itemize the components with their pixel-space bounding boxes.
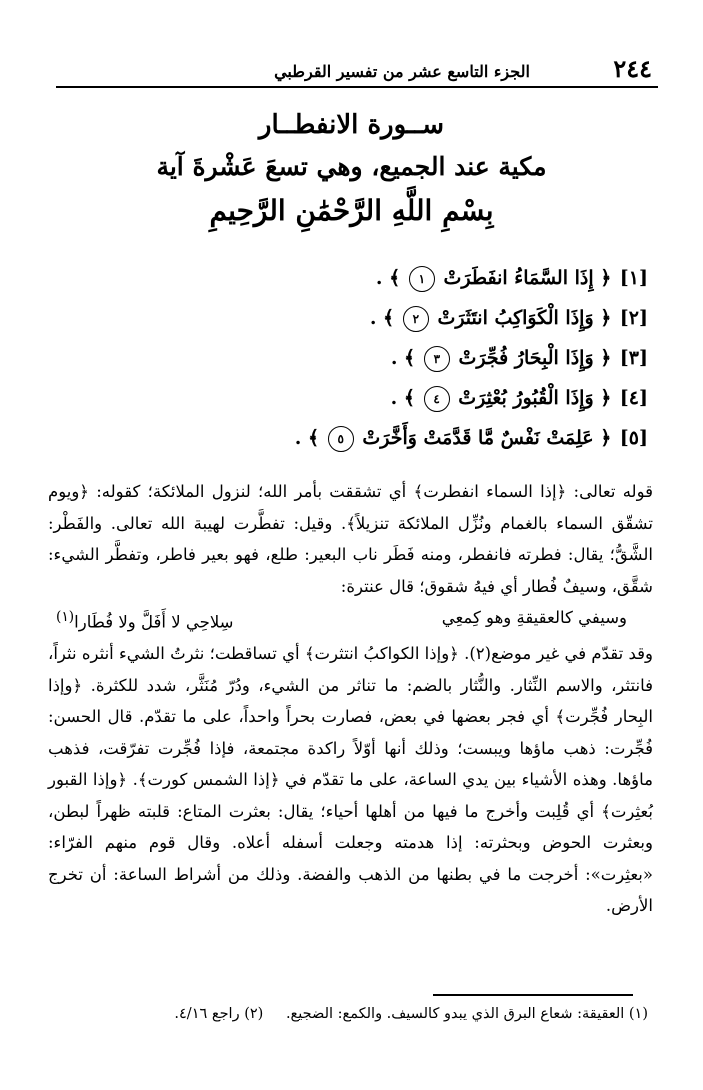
footnote-2: (٢) راجع ٤/١٦. bbox=[174, 1006, 264, 1022]
verse-list bbox=[88, 258, 648, 458]
verse-number: [٤] bbox=[619, 387, 648, 409]
verse-number: [٥] bbox=[619, 427, 648, 449]
verse-text: ﴿ وَإِذَا الْكَوَاكِبُ انتَثَرَتْ bbox=[437, 307, 612, 329]
surah-subtitle: مكية عند الجميع، وهي تسعَ عَشْرةَ آية bbox=[156, 152, 547, 181]
verse-tail: ﴾ . bbox=[375, 267, 401, 289]
verse-tail: ﴾ . bbox=[369, 307, 395, 329]
verse-text: ﴿ إِذَا السَّمَاءُ انفَطَرَتْ bbox=[443, 267, 612, 289]
poem-hemistich-left: سِلاحِي لا أَفَلَّ ولا فُطَارا$^{(١)}$ bbox=[56, 609, 234, 632]
footnote-ref: (١) bbox=[56, 609, 75, 625]
commentary-paragraph-1: قوله تعالى: ﴿إذا السماء انفطرت﴾ أي تشققت بأمر الله؛ لنزول الملائكة؛ كقوله: ﴿ويوم تشقّق السماء بالغمام ونُزِّل الملائكة تنزيلاً﴾. وقيل: تفطَّرت لهيبة الله تعالى. والفَطْر: الشَّقُّ؛ يقال: فطرته فانفطر، ومنه فَطَر ناب البعير: طلع، فهو بعير فاطر، وتفطَّر الشيء: شقَّق، وسيفٌ فُطار أي فيهُ شقوق؛ قال عنترة: bbox=[48, 482, 653, 596]
running-title: الجزء التاسع عشر من تفسير القرطبي bbox=[274, 62, 530, 81]
verse-tail: ﴾ . bbox=[390, 347, 416, 369]
verse-tail: ﴾ . bbox=[390, 387, 415, 409]
verse-end-marker: ٥ bbox=[328, 426, 354, 452]
footnote-1: (١) العقيقة: شعاع البرق الذي يبدو كالسيف. والكمع: الضجيع. bbox=[285, 1006, 648, 1022]
poem-hemistich-right: وسيفي كالعقيقةِ وهو كِمعِي bbox=[441, 608, 627, 627]
verse-text: ﴿ وَإِذَا الْقُبُورُ بُعْثِرَتْ bbox=[458, 387, 612, 409]
footnotes bbox=[58, 1006, 648, 1022]
verse-5 bbox=[88, 418, 648, 458]
verse-3 bbox=[88, 338, 648, 378]
verse-text: ﴿ وَإِذَا الْبِحَارُ فُجِّرَتْ bbox=[458, 347, 612, 369]
commentary-paragraph-2: وقد تقدّم في غير موضع(٢). ﴿وإذا الكواكبُ انتثرت﴾ أي تساقطت؛ نثرتُ الشيء أنثره نثراً، فانتثر، والاسم النِّثار. والنُّثار بالضم: ما تناثر من الشيء، ودُرّ مُنَثَّر، شدد للكثرة. ﴿وإذا البِحار فُجِّرت﴾ أي فجر بعضها في بعض، فصارت بحراً واحداً، على ما تقدّم. قال الحسن: فُجِّرت: ذهب ماؤها ويبست؛ وذلك أنها أوّلاً راكدة مجتمعة، فإذا فُجِّرت تفرّقت، فذهب ماؤها. وهذه الأشياء بين يدي الساعة، على ما تقدّم في ﴿إذا الشمس كورت﴾. ﴿وإذا القبور بُعثِرت﴾ أي قُلِبت وأخرج ما فيها من أهلها أحياء؛ يقال: بعثرت المتاع: قلبته ظهراً لبطن، وبعثرت الحوض وبحثرته: إذا هدمته وجعلت أسفله أعلاه. وقال قوم منهم الفرّاء: «بعثِرت»: أخرجت ما في بطنها من الذهب والفضة. وذلك من أشراط الساعة: أن تخرج الأرض. bbox=[48, 644, 653, 915]
page-header bbox=[56, 52, 658, 88]
surah-title: ســورة الانفطــار bbox=[258, 110, 445, 140]
verse-end-marker: ٢ bbox=[403, 306, 429, 332]
verse-number: [١] bbox=[619, 267, 648, 289]
footnote-divider bbox=[433, 994, 633, 996]
verse-end-marker: ١ bbox=[409, 266, 435, 292]
basmala: بِسْمِ اللَّهِ الرَّحْمَٰنِ الرَّحِيمِ bbox=[209, 194, 494, 227]
verse-4 bbox=[88, 378, 648, 418]
verse-number: [٢] bbox=[619, 307, 648, 329]
verse-1 bbox=[88, 258, 648, 298]
verse-tail: ﴾ . bbox=[294, 427, 320, 449]
poem-verse bbox=[48, 602, 653, 638]
verse-end-marker: ٣ bbox=[424, 346, 450, 372]
verse-text: ﴿ عَلِمَتْ نَفْسٌ مَّا قَدَّمَتْ وَأَخَّرَتْ bbox=[362, 427, 612, 449]
commentary-body bbox=[48, 476, 653, 922]
page-number: ٢٤٤ bbox=[613, 54, 652, 83]
verse-end-marker: ٤ bbox=[424, 386, 450, 412]
verse-2 bbox=[88, 298, 648, 338]
verse-number: [٣] bbox=[619, 347, 648, 369]
